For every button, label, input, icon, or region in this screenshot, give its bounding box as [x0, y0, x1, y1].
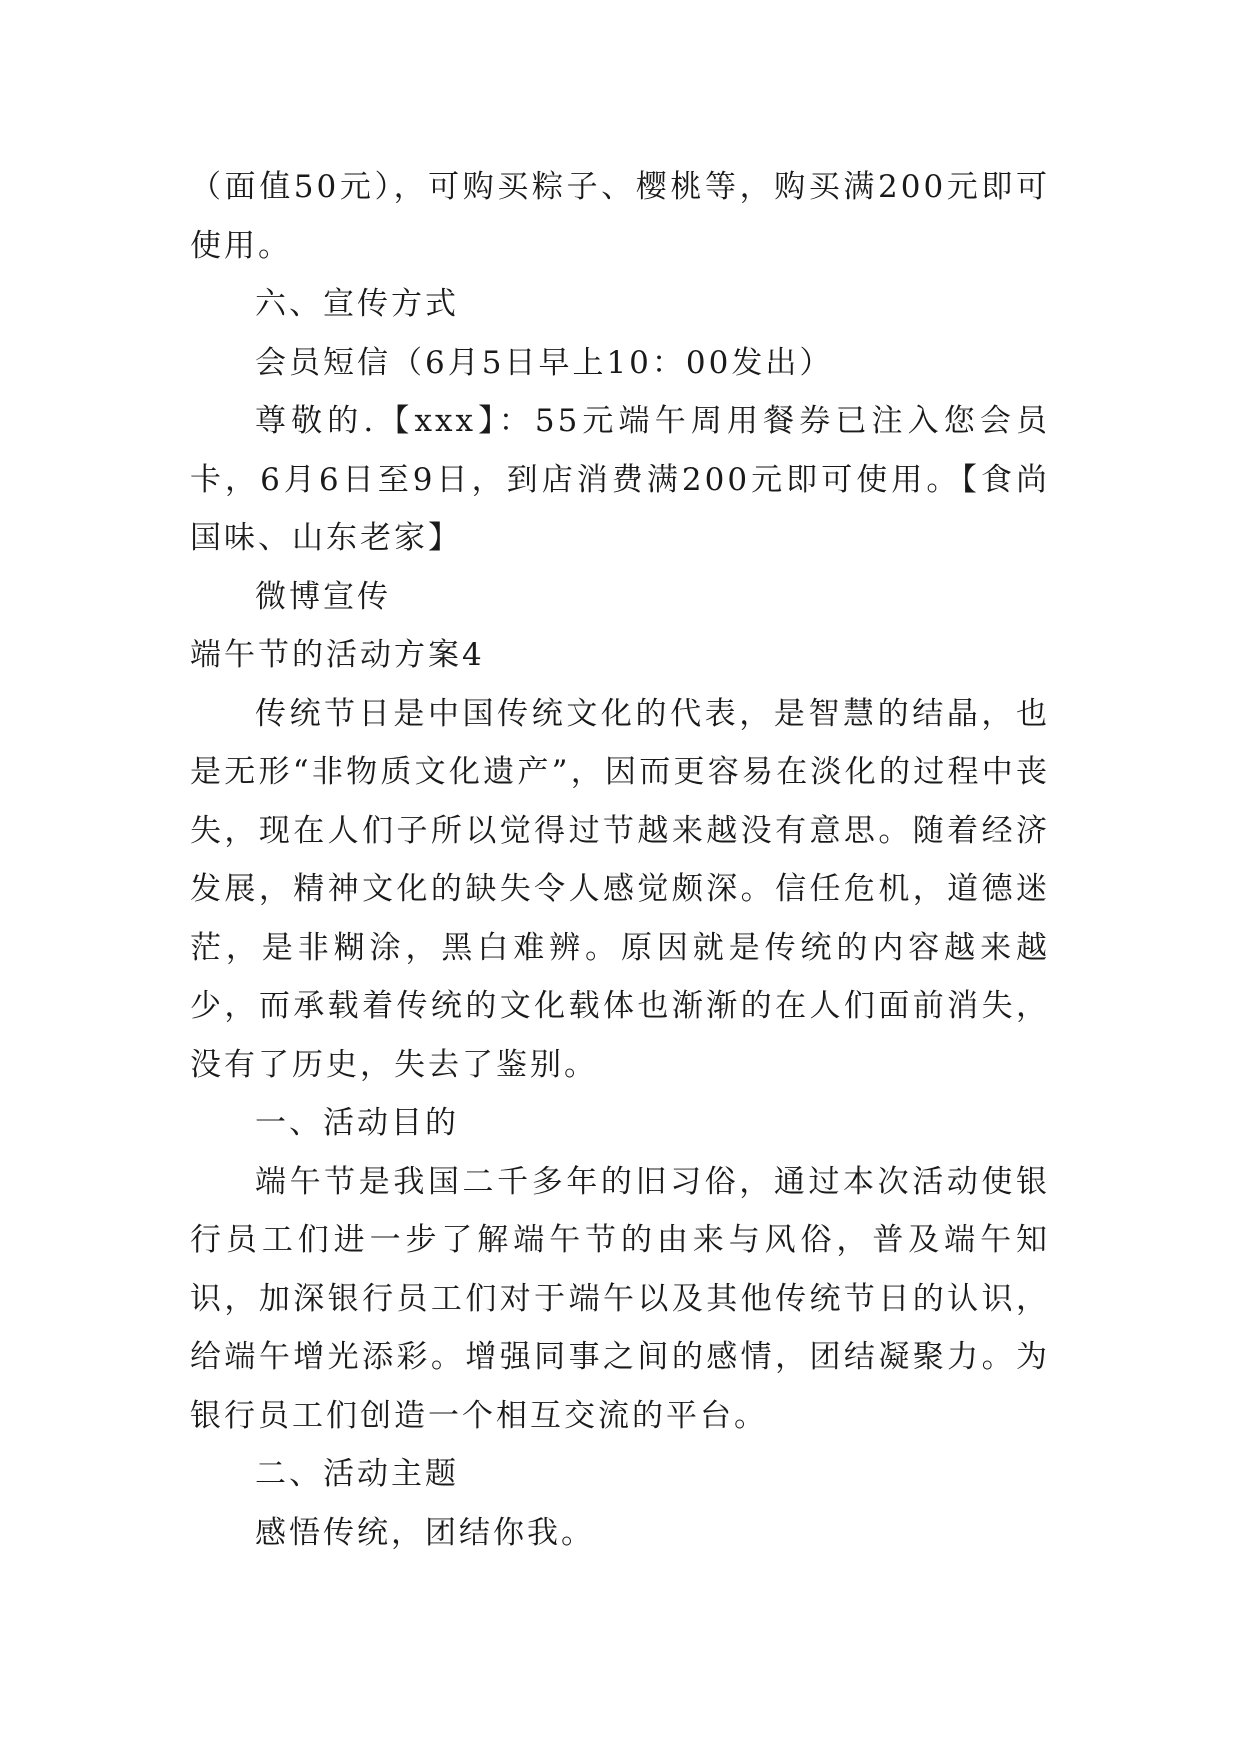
section-heading-promotion-method: 六、宣传方式	[255, 286, 459, 322]
paragraph-sms-message: 尊敬的.【xxx】：55元端午周用餐券已注入您会员卡，6月6日至9日，到店消费满200元即可使用。【食尚国味、山东老家】	[190, 403, 1050, 556]
paragraph-weibo-promotion: 微博宣传	[255, 578, 391, 615]
paragraph-activity-theme: 感悟传统，团结你我。	[255, 1514, 595, 1551]
section-heading-activity-theme: 二、活动主题	[255, 1456, 459, 1492]
document-body	[190, 158, 1050, 1562]
paragraph-activity-purpose: 端午节是我国二千多年的旧习俗，通过本次活动使银行员工们进一步了解端午节的由来与风俗，普及端午知识，加深银行员工们对于端午以及其他传统节日的认识，给端午增光添彩。增强同事之间的感情，团结凝聚力。为银行员工们创造一个相互交流的平台。	[190, 1163, 1050, 1434]
section-heading-activity-purpose: 一、活动目的	[255, 1105, 459, 1141]
paragraph-traditional-festival-intro: 传统节日是中国传统文化的代表，是智慧的结晶，也是无形“非物质文化遗产”，因而更容易在淡化的过程中丧失，现在人们子所以觉得过节越来越没有意思。随着经济发展，精神文化的缺失令人感觉颇深。信任危机，道德迷茫，是非糊涂，黑白难辨。原因就是传统的内容越来越少，而承载着传统的文化载体也渐渐的在人们面前消失，没有了历史，失去了鉴别。	[190, 695, 1050, 1083]
paragraph-member-sms-label: 会员短信（6月5日早上10：00发出）	[255, 344, 834, 381]
document-section-title: 端午节的活动方案4	[190, 637, 485, 673]
paragraph-coupon-continuation: （面值50元），可购买粽子、樱桃等，购买满200元即可使用。	[190, 169, 1050, 264]
